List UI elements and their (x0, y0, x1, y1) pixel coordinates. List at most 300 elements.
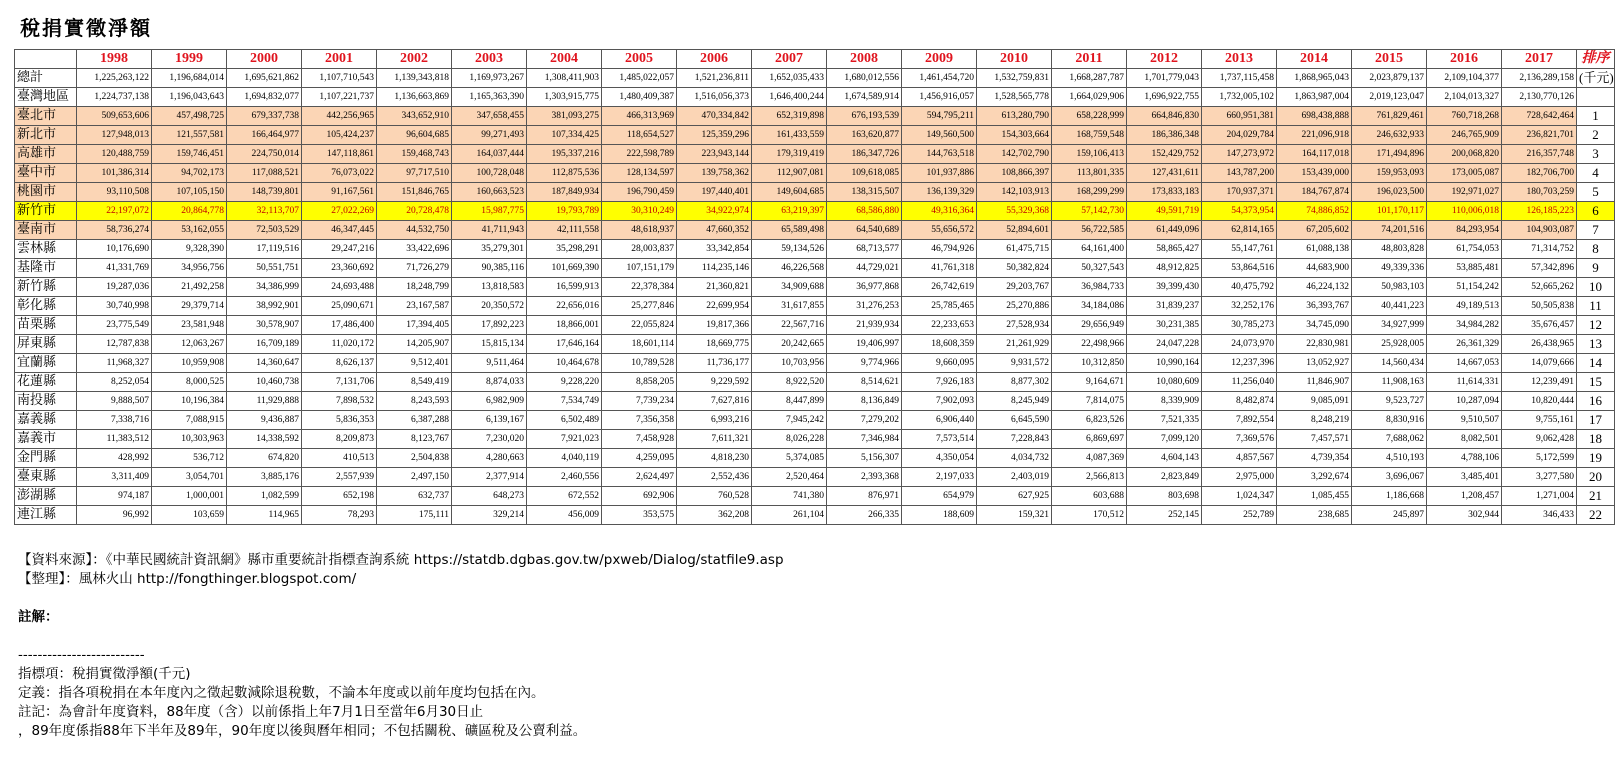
value-cell: 55,656,572 (902, 221, 977, 240)
value-cell: 9,523,727 (1352, 392, 1427, 411)
value-cell: 12,237,396 (1202, 354, 1277, 373)
value-cell: 62,814,165 (1202, 221, 1277, 240)
year-header: 2006 (677, 50, 752, 69)
value-cell: 1,737,115,458 (1202, 69, 1277, 88)
value-cell: 10,080,609 (1127, 373, 1202, 392)
year-header: 2008 (827, 50, 902, 69)
value-cell: 29,379,714 (152, 297, 227, 316)
value-cell: 161,433,559 (752, 126, 827, 145)
value-cell: 19,406,997 (827, 335, 902, 354)
value-cell: 10,460,738 (227, 373, 302, 392)
value-cell: 11,020,172 (302, 335, 377, 354)
value-cell: 46,224,132 (1277, 278, 1352, 297)
value-cell: 84,293,954 (1427, 221, 1502, 240)
value-cell: 245,897 (1352, 506, 1427, 525)
value-cell: 31,276,253 (827, 297, 902, 316)
value-cell: 17,394,405 (377, 316, 452, 335)
value-cell: 39,399,430 (1127, 278, 1202, 297)
value-cell: 10,703,956 (752, 354, 827, 373)
value-cell: 5,374,085 (752, 449, 827, 468)
value-cell: 4,788,106 (1427, 449, 1502, 468)
value-cell: 1,085,455 (1277, 487, 1352, 506)
rank-cell: 1 (1577, 107, 1615, 126)
value-cell: 760,528 (677, 487, 752, 506)
region-name: 臺灣地區 (15, 88, 77, 107)
value-cell: 101,937,886 (902, 164, 977, 183)
value-cell: 594,795,211 (902, 107, 977, 126)
rank-cell: 20 (1577, 468, 1615, 487)
value-cell: 2,552,436 (677, 468, 752, 487)
value-cell: 63,219,397 (752, 202, 827, 221)
region-name: 宜蘭縣 (15, 354, 77, 373)
value-cell: 9,512,401 (377, 354, 452, 373)
value-cell: 22,197,072 (77, 202, 152, 221)
value-cell: 266,335 (827, 506, 902, 525)
value-cell: 9,510,507 (1427, 411, 1502, 430)
value-cell: 34,184,086 (1052, 297, 1127, 316)
value-cell: 34,909,688 (752, 278, 827, 297)
table-row (15, 373, 1615, 392)
value-cell: 25,928,005 (1352, 335, 1427, 354)
year-header: 2015 (1352, 50, 1427, 69)
value-cell: 9,085,091 (1277, 392, 1352, 411)
value-cell: 50,551,751 (227, 259, 302, 278)
value-cell: 49,189,513 (1427, 297, 1502, 316)
value-cell: 8,922,520 (752, 373, 827, 392)
value-cell: 78,293 (302, 506, 377, 525)
value-cell: 4,350,054 (902, 449, 977, 468)
value-cell: 18,248,799 (377, 278, 452, 297)
value-cell: 11,908,163 (1352, 373, 1427, 392)
value-cell: 7,688,062 (1352, 430, 1427, 449)
value-cell: 100,728,048 (452, 164, 527, 183)
page-title: 稅捐實徵淨額 (20, 16, 152, 40)
rank-cell: 12 (1577, 316, 1615, 335)
value-cell: 6,387,288 (377, 411, 452, 430)
rank-cell: 4 (1577, 164, 1615, 183)
value-cell: 238,685 (1277, 506, 1352, 525)
value-cell: 442,256,965 (302, 107, 377, 126)
value-cell: 7,458,928 (602, 430, 677, 449)
region-name: 新竹縣 (15, 278, 77, 297)
value-cell: 121,557,581 (152, 126, 227, 145)
value-cell: 187,849,934 (527, 183, 602, 202)
value-cell: 186,386,348 (1127, 126, 1202, 145)
value-cell: 603,688 (1052, 487, 1127, 506)
value-cell: 613,280,790 (977, 107, 1052, 126)
region-name: 桃園市 (15, 183, 77, 202)
region-name: 新北市 (15, 126, 77, 145)
value-cell: 97,717,510 (377, 164, 452, 183)
value-cell: 1,516,056,373 (677, 88, 752, 107)
value-cell: 18,601,114 (602, 335, 677, 354)
value-cell: 14,079,666 (1502, 354, 1577, 373)
value-cell: 26,361,329 (1427, 335, 1502, 354)
value-cell: 509,653,606 (77, 107, 152, 126)
value-cell: 26,742,619 (902, 278, 977, 297)
value-cell: 61,475,715 (977, 240, 1052, 259)
table-row (15, 221, 1615, 240)
value-cell: 4,034,732 (977, 449, 1052, 468)
region-name: 苗栗縣 (15, 316, 77, 335)
value-cell: 53,864,516 (1202, 259, 1277, 278)
value-cell: 159,321 (977, 506, 1052, 525)
value-cell: 168,299,299 (1052, 183, 1127, 202)
value-cell: 10,959,908 (152, 354, 227, 373)
value-cell: 1,107,710,543 (302, 69, 377, 88)
year-header: 2005 (602, 50, 677, 69)
value-cell: 2,136,289,158 (1502, 69, 1577, 88)
value-cell: 8,209,873 (302, 430, 377, 449)
value-cell: 118,654,527 (602, 126, 677, 145)
value-cell: 216,357,748 (1502, 145, 1577, 164)
region-name: 臺中市 (15, 164, 77, 183)
value-cell: 17,646,164 (527, 335, 602, 354)
rank-cell: 21 (1577, 487, 1615, 506)
value-cell: 94,702,173 (152, 164, 227, 183)
value-cell: 99,271,493 (452, 126, 527, 145)
value-cell: 9,228,220 (527, 373, 602, 392)
table-row (15, 183, 1615, 202)
value-cell: 1,480,409,387 (602, 88, 677, 107)
value-cell: 90,385,116 (452, 259, 527, 278)
value-cell: 410,513 (302, 449, 377, 468)
value-cell: 72,503,529 (227, 221, 302, 240)
value-cell: 3,054,701 (152, 468, 227, 487)
value-cell: 36,393,767 (1277, 297, 1352, 316)
table-row (15, 468, 1615, 487)
year-header: 2016 (1427, 50, 1502, 69)
value-cell: 21,492,258 (152, 278, 227, 297)
value-cell: 652,319,898 (752, 107, 827, 126)
year-header: 2000 (227, 50, 302, 69)
year-header: 2004 (527, 50, 602, 69)
value-cell: 1,000,001 (152, 487, 227, 506)
value-cell: 17,892,223 (452, 316, 527, 335)
value-cell: 197,440,401 (677, 183, 752, 202)
value-cell: 35,676,457 (1502, 316, 1577, 335)
year-header: 2012 (1127, 50, 1202, 69)
value-cell: 9,062,428 (1502, 430, 1577, 449)
value-cell: 17,119,516 (227, 240, 302, 259)
value-cell: 3,311,409 (77, 468, 152, 487)
value-cell: 4,280,663 (452, 449, 527, 468)
value-cell: 36,977,868 (827, 278, 902, 297)
value-cell: 4,040,119 (527, 449, 602, 468)
value-cell: 27,022,269 (302, 202, 377, 221)
value-cell: 7,892,554 (1202, 411, 1277, 430)
value-cell: 93,110,508 (77, 183, 152, 202)
value-cell: 144,763,518 (902, 145, 977, 164)
value-cell: 11,929,888 (227, 392, 302, 411)
value-cell: 22,830,981 (1277, 335, 1352, 354)
value-cell: 8,447,899 (752, 392, 827, 411)
value-cell: 128,134,597 (602, 164, 677, 183)
value-cell: 2,197,033 (902, 468, 977, 487)
region-name: 新竹市 (15, 202, 77, 221)
rank-cell: 3 (1577, 145, 1615, 164)
value-cell: 151,846,765 (377, 183, 452, 202)
value-cell: 1,456,916,057 (902, 88, 977, 107)
value-cell: 166,464,977 (227, 126, 302, 145)
value-cell: 159,468,743 (377, 145, 452, 164)
value-cell: 223,943,144 (677, 145, 752, 164)
value-cell: 9,755,161 (1502, 411, 1577, 430)
value-cell: 10,789,528 (602, 354, 677, 373)
value-cell: 25,090,671 (302, 297, 377, 316)
value-cell: 9,774,966 (827, 354, 902, 373)
value-cell: 9,931,572 (977, 354, 1052, 373)
value-cell: 103,659 (152, 506, 227, 525)
value-cell: 10,176,690 (77, 240, 152, 259)
value-cell: 175,111 (377, 506, 452, 525)
value-cell: 104,903,087 (1502, 221, 1577, 240)
value-cell: 147,273,972 (1202, 145, 1277, 164)
rank-cell: 8 (1577, 240, 1615, 259)
value-cell: 7,346,984 (827, 430, 902, 449)
indicator-note: 指標項：稅捐實徵淨額(千元) (18, 666, 191, 682)
value-cell: 1,701,779,043 (1127, 69, 1202, 88)
rank-cell: 13 (1577, 335, 1615, 354)
value-cell: 7,088,915 (152, 411, 227, 430)
value-cell: 5,156,307 (827, 449, 902, 468)
value-cell: 353,575 (602, 506, 677, 525)
value-cell: 329,214 (452, 506, 527, 525)
value-cell: 6,869,697 (1052, 430, 1127, 449)
value-cell: 11,736,177 (677, 354, 752, 373)
table-row (15, 145, 1615, 164)
value-cell: 48,912,825 (1127, 259, 1202, 278)
value-cell: 56,722,585 (1052, 221, 1127, 240)
table-row (15, 449, 1615, 468)
table-row (15, 164, 1615, 183)
value-cell: 173,005,087 (1427, 164, 1502, 183)
value-cell: 160,663,523 (452, 183, 527, 202)
value-cell: 1,652,035,433 (752, 69, 827, 88)
value-cell: 10,312,850 (1052, 354, 1127, 373)
value-cell: 664,846,830 (1127, 107, 1202, 126)
year-header: 2003 (452, 50, 527, 69)
value-cell: 2,975,000 (1202, 468, 1277, 487)
rank-cell: 19 (1577, 449, 1615, 468)
value-cell: 466,313,969 (602, 107, 677, 126)
value-cell: 7,131,706 (302, 373, 377, 392)
value-cell: 1,139,343,818 (377, 69, 452, 88)
value-cell: 1,668,287,787 (1052, 69, 1127, 88)
rank-cell: (千元) (1577, 69, 1615, 88)
value-cell: 50,382,824 (977, 259, 1052, 278)
value-cell: 1,208,457 (1427, 487, 1502, 506)
value-cell: 34,922,974 (677, 202, 752, 221)
value-cell: 58,736,274 (77, 221, 152, 240)
value-cell: 4,604,143 (1127, 449, 1202, 468)
value-cell: 180,703,259 (1502, 183, 1577, 202)
value-cell: 627,925 (977, 487, 1052, 506)
value-cell: 648,273 (452, 487, 527, 506)
rank-cell: 6 (1577, 202, 1615, 221)
table-row (15, 259, 1615, 278)
value-cell: 46,347,445 (302, 221, 377, 240)
value-cell: 154,303,664 (977, 126, 1052, 145)
value-cell: 35,279,301 (452, 240, 527, 259)
value-cell: 12,239,491 (1502, 373, 1577, 392)
value-cell: 1,528,565,778 (977, 88, 1052, 107)
value-cell: 126,185,223 (1502, 202, 1577, 221)
table-row (15, 126, 1615, 145)
value-cell: 8,339,909 (1127, 392, 1202, 411)
value-cell: 536,712 (152, 449, 227, 468)
value-cell: 76,073,022 (302, 164, 377, 183)
region-name: 臺南市 (15, 221, 77, 240)
value-cell: 101,669,390 (527, 259, 602, 278)
value-cell: 1,732,005,102 (1202, 88, 1277, 107)
value-cell: 16,599,913 (527, 278, 602, 297)
value-cell: 61,449,096 (1127, 221, 1202, 240)
value-cell: 35,298,291 (527, 240, 602, 259)
value-cell: 34,745,090 (1277, 316, 1352, 335)
value-cell: 27,528,934 (977, 316, 1052, 335)
value-cell: 4,739,354 (1277, 449, 1352, 468)
value-cell: 19,793,789 (527, 202, 602, 221)
value-cell: 1,863,987,004 (1277, 88, 1352, 107)
table-row (15, 335, 1615, 354)
value-cell: 10,196,384 (152, 392, 227, 411)
value-cell: 632,737 (377, 487, 452, 506)
value-cell: 91,167,561 (302, 183, 377, 202)
value-cell: 54,373,954 (1202, 202, 1277, 221)
value-cell: 8,136,849 (827, 392, 902, 411)
value-cell: 21,360,821 (677, 278, 752, 297)
value-cell: 40,475,792 (1202, 278, 1277, 297)
value-cell: 4,818,230 (677, 449, 752, 468)
value-cell: 20,350,572 (452, 297, 527, 316)
value-cell: 18,866,001 (527, 316, 602, 335)
value-cell: 18,608,359 (902, 335, 977, 354)
value-cell: 728,642,464 (1502, 107, 1577, 126)
value-cell: 3,885,176 (227, 468, 302, 487)
value-cell: 1,225,263,122 (77, 69, 152, 88)
value-cell: 8,482,874 (1202, 392, 1277, 411)
value-cell: 8,252,054 (77, 373, 152, 392)
value-cell: 1,694,832,077 (227, 88, 302, 107)
value-cell: 252,145 (1127, 506, 1202, 525)
rank-cell: 22 (1577, 506, 1615, 525)
value-cell: 18,669,775 (677, 335, 752, 354)
value-cell: 164,117,018 (1277, 145, 1352, 164)
value-cell: 29,203,767 (977, 278, 1052, 297)
value-cell: 40,441,223 (1352, 297, 1427, 316)
value-cell: 61,088,138 (1277, 240, 1352, 259)
region-name: 金門縣 (15, 449, 77, 468)
value-cell: 143,787,200 (1202, 164, 1277, 183)
value-cell: 1,024,347 (1202, 487, 1277, 506)
value-cell: 33,422,696 (377, 240, 452, 259)
value-cell: 25,277,846 (602, 297, 677, 316)
value-cell: 19,817,366 (677, 316, 752, 335)
value-cell: 149,604,685 (752, 183, 827, 202)
rank-cell: 11 (1577, 297, 1615, 316)
value-cell: 159,746,451 (152, 145, 227, 164)
value-cell: 2,497,150 (377, 468, 452, 487)
rank-cell: 16 (1577, 392, 1615, 411)
value-cell: 96,992 (77, 506, 152, 525)
table-row (15, 69, 1615, 88)
value-cell: 11,256,040 (1202, 373, 1277, 392)
value-cell: 110,006,018 (1427, 202, 1502, 221)
value-cell: 2,504,838 (377, 449, 452, 468)
value-cell: 152,429,752 (1127, 145, 1202, 164)
value-cell: 153,439,000 (1277, 164, 1352, 183)
value-cell: 7,611,321 (677, 430, 752, 449)
value-cell: 1,532,759,831 (977, 69, 1052, 88)
region-name: 雲林縣 (15, 240, 77, 259)
value-cell: 654,979 (902, 487, 977, 506)
value-cell: 14,667,053 (1427, 354, 1502, 373)
value-cell: 44,729,021 (827, 259, 902, 278)
value-cell: 1,196,684,014 (152, 69, 227, 88)
value-cell: 246,632,933 (1352, 126, 1427, 145)
value-cell: 117,088,521 (227, 164, 302, 183)
value-cell: 46,226,568 (752, 259, 827, 278)
value-cell: 1,186,668 (1352, 487, 1427, 506)
value-cell: 22,055,824 (602, 316, 677, 335)
value-cell: 13,818,583 (452, 278, 527, 297)
value-cell: 8,877,302 (977, 373, 1052, 392)
value-cell: 107,151,179 (602, 259, 677, 278)
value-cell: 52,665,262 (1502, 278, 1577, 297)
value-cell: 2,823,849 (1127, 468, 1202, 487)
value-cell: 101,170,117 (1352, 202, 1427, 221)
value-cell: 14,560,434 (1352, 354, 1427, 373)
value-cell: 20,864,778 (152, 202, 227, 221)
value-cell: 159,106,413 (1052, 145, 1127, 164)
rank-cell: 17 (1577, 411, 1615, 430)
value-cell: 1,169,973,267 (452, 69, 527, 88)
value-cell: 136,139,329 (902, 183, 977, 202)
value-cell: 672,552 (527, 487, 602, 506)
value-cell: 50,327,543 (1052, 259, 1127, 278)
value-cell: 107,105,150 (152, 183, 227, 202)
value-cell: 159,953,093 (1352, 164, 1427, 183)
value-cell: 32,252,176 (1202, 297, 1277, 316)
value-cell: 2,130,770,126 (1502, 88, 1577, 107)
value-cell: 6,906,440 (902, 411, 977, 430)
value-cell: 3,485,401 (1427, 468, 1502, 487)
value-cell: 8,243,593 (377, 392, 452, 411)
value-cell: 29,656,949 (1052, 316, 1127, 335)
value-cell: 53,162,055 (152, 221, 227, 240)
value-cell: 200,068,820 (1427, 145, 1502, 164)
value-cell: 105,424,237 (302, 126, 377, 145)
value-cell: 8,000,525 (152, 373, 227, 392)
value-cell: 34,386,999 (227, 278, 302, 297)
compiler-note: 【整理】：風林火山 http://fongthinger.blogspot.com/ (18, 571, 357, 587)
rank-cell: 7 (1577, 221, 1615, 240)
value-cell: 1,485,022,057 (602, 69, 677, 88)
value-cell: 30,310,249 (602, 202, 677, 221)
value-cell: 71,726,279 (377, 259, 452, 278)
value-cell: 30,231,385 (1127, 316, 1202, 335)
value-cell: 347,658,455 (452, 107, 527, 126)
table-row (15, 202, 1615, 221)
value-cell: 246,765,909 (1427, 126, 1502, 145)
value-cell: 9,164,671 (1052, 373, 1127, 392)
value-cell: 48,803,828 (1352, 240, 1427, 259)
table-row (15, 297, 1615, 316)
value-cell: 8,874,033 (452, 373, 527, 392)
value-cell: 192,971,027 (1427, 183, 1502, 202)
value-cell: 52,894,601 (977, 221, 1052, 240)
